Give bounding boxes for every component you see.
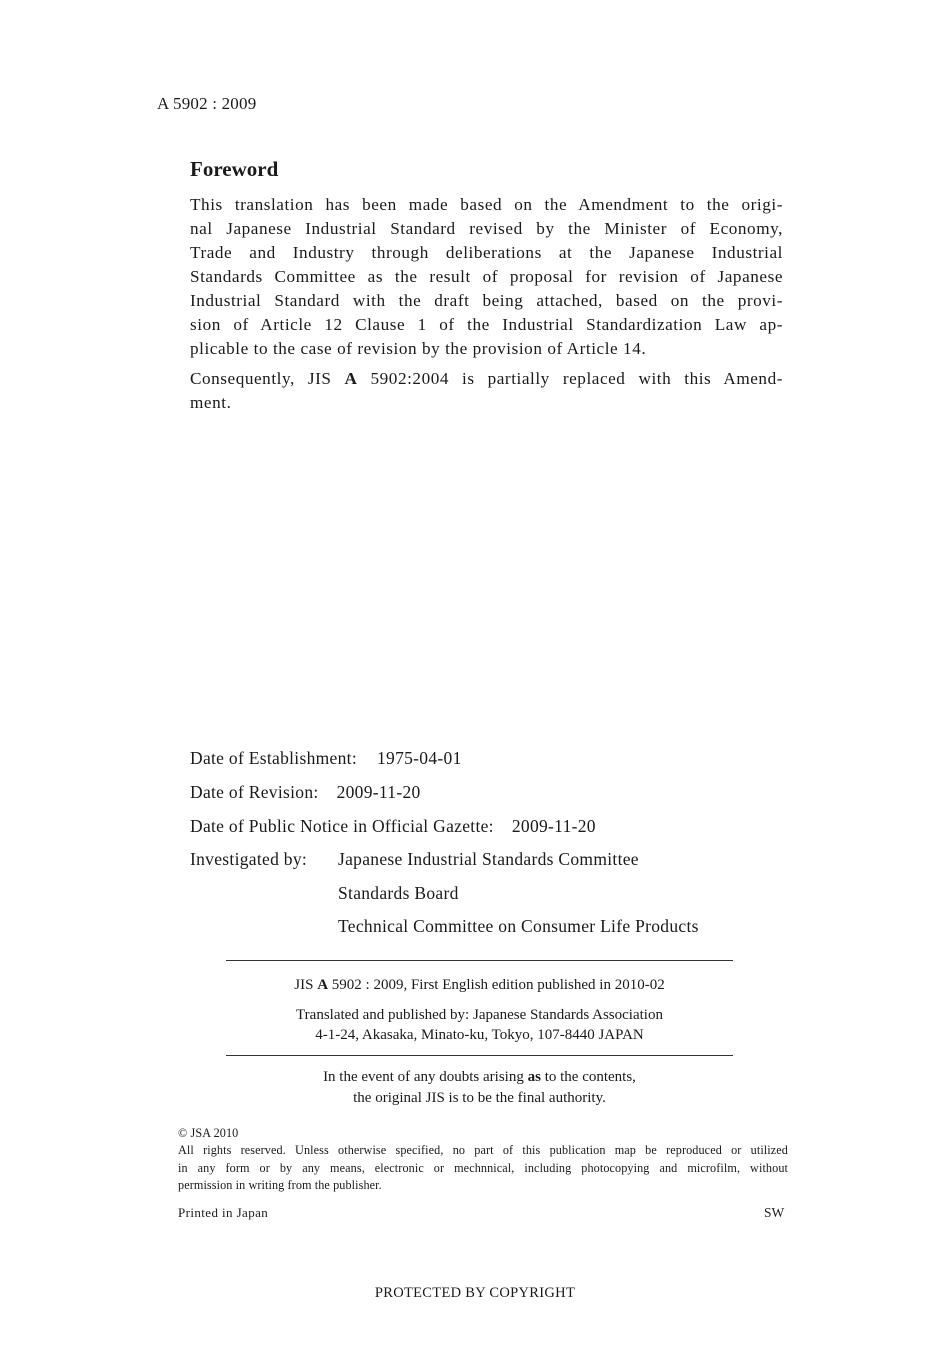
revision-label: Date of Revision: bbox=[190, 782, 319, 802]
gazette-label: Date of Public Notice in Official Gazette: bbox=[190, 816, 494, 836]
paragraph-line: Standards Committee as the result of proposal for revision of Japanese bbox=[190, 267, 783, 286]
paragraph-line: plicable to the case of revision by the provision of Article 14. bbox=[190, 339, 647, 358]
edition-line bbox=[226, 976, 733, 995]
establishment-value: 1975-04-01 bbox=[376, 748, 462, 768]
gazette-value: 2009-11-20 bbox=[511, 816, 596, 836]
paragraph-line: ment. bbox=[190, 393, 232, 412]
authority-note-line-2: the original JIS is to be the final authority. bbox=[353, 1090, 606, 1106]
edition-prefix: JIS bbox=[294, 977, 318, 993]
printed-in-japan: Printed in Japan bbox=[178, 1205, 269, 1220]
revision-value: 2009-11-20 bbox=[336, 782, 421, 802]
authority-note-text: In the event of any doubts arising bbox=[323, 1069, 528, 1085]
divider-top bbox=[226, 960, 733, 961]
paragraph-line bbox=[190, 367, 783, 391]
authority-note-line-1 bbox=[226, 1068, 733, 1087]
paragraph-text: is partially replaced with this Amend- bbox=[449, 369, 783, 388]
investigator-technical-committee: Technical Committee on Consumer Life Products bbox=[338, 916, 699, 936]
revision-date-row bbox=[190, 782, 421, 803]
establishment-label: Date of Establishment: bbox=[190, 748, 357, 768]
authority-note-bold: as bbox=[527, 1069, 541, 1085]
standard-code-letter: A bbox=[344, 369, 358, 388]
rights-line: permission in writing from the publisher. bbox=[178, 1178, 382, 1192]
edition-code-letter: A bbox=[317, 977, 329, 993]
paragraph-line: This translation has been made based on the Amendment to the origi- bbox=[190, 195, 783, 214]
rights-line: All rights reserved. Unless otherwise specified, no part of this publication map be reproduced or utilized bbox=[178, 1143, 788, 1157]
publisher-address: 4-1-24, Akasaka, Minato-ku, Tokyo, 107-8440 JAPAN bbox=[315, 1027, 644, 1043]
standard-code-number: 5902:2004 bbox=[357, 369, 449, 388]
paragraph-line: nal Japanese Industrial Standard revised by the Minister of Economy, bbox=[190, 219, 783, 238]
authority-note-text: to the contents, bbox=[540, 1069, 636, 1085]
foreword-heading: Foreword bbox=[190, 157, 279, 181]
publisher-line: Translated and published by: Japanese Standards Association bbox=[296, 1007, 663, 1023]
investigator-board: Standards Board bbox=[338, 883, 459, 903]
document-id-header: A 5902 : 2009 bbox=[157, 94, 257, 113]
printer-code: SW bbox=[764, 1205, 785, 1220]
divider-bottom bbox=[226, 1055, 733, 1056]
investigator-committee: Japanese Industrial Standards Committee bbox=[338, 849, 639, 869]
establishment-date-row bbox=[190, 748, 462, 769]
paragraph-line: sion of Article 12 Clause 1 of the Industrial Standardization Law ap- bbox=[190, 315, 783, 334]
paragraph-line: Industrial Standard with the draft being attached, based on the provi- bbox=[190, 291, 783, 310]
edition-rest: 5902 : 2009, First English edition published in 2010-02 bbox=[328, 977, 665, 993]
rights-reserved-text bbox=[178, 1142, 788, 1195]
foreword-paragraph-2 bbox=[190, 367, 783, 415]
gazette-date-row bbox=[190, 816, 596, 837]
copyright-notice: © JSA 2010 bbox=[178, 1126, 239, 1140]
protected-by-copyright-footer: PROTECTED BY COPYRIGHT bbox=[374, 1285, 576, 1301]
paragraph-text: Consequently, JIS bbox=[190, 369, 345, 388]
rights-line: in any form or by any means, electronic or mechnnical, including photocopying and microfilm, without bbox=[178, 1160, 788, 1175]
investigated-by-label: Investigated by: bbox=[190, 849, 308, 869]
foreword-paragraph-1 bbox=[190, 193, 783, 361]
paragraph-line: Trade and Industry through deliberations at the Japanese Industrial bbox=[190, 243, 783, 262]
